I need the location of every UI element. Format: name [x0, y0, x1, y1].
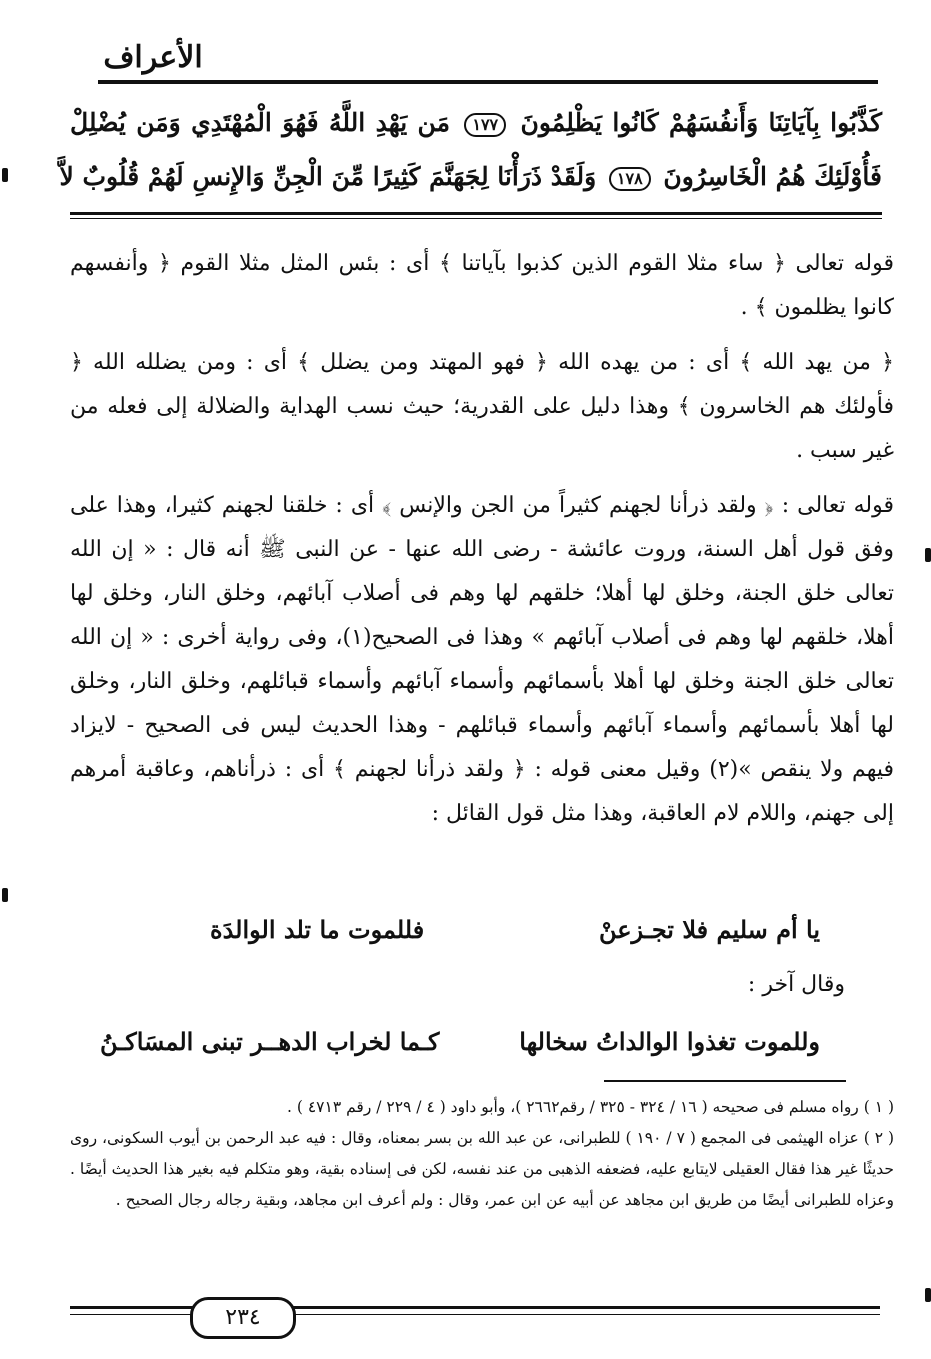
quran-block-rule-bottom [70, 218, 882, 219]
page-number: ٢٣٤ [190, 1297, 296, 1339]
verse-text: وَلَقَدْ ذَرَأْنَا لِجَهَنَّمَ كَثِيرًا مِّنَ الْجِنِّ وَالإِنسِ لَهُمْ قُلُوبٌ لاَّ [59, 162, 597, 191]
quran-verse-line-2 [59, 162, 882, 191]
verse-text: مَن يَهْدِ اللَّهُ فَهُوَ الْمُهْتَدِي وَمَن يُضْلِلْ [70, 108, 450, 137]
footnote: ( ١ ) رواه مسلم فى صحيحه ( ١٦ / ٣٢٤ - ٣٢٥ / رقم٢٦٦٢ )، وأبو داود ( ٤ / ٢٢٩ / رقم ٤٧١٣ ) . [287, 1098, 894, 1116]
commentary-text [70, 242, 894, 847]
footnote: ( ٢ ) عزاه الهيثمى فى المجمع ( ٧ / ١٩٠ ) للطبرانى، عن عبد الله بن بسر بمعناه، وقال : فيه عبد الرحمن بن أيوب السكونى، روى حديثًا غير هذا فقال العقيلى لايتابع عليه، فضعفه الذهبى من عند نفسه، لكن فى إسناده بقية، وهو متكلم فيه بغير هذا الحديث أيضًا . وعزاه للطبرانى أيضًا من طريق ابن مجاهد عن أبيه عن ابن عمر، وقال : ولم أعرف ابن مجاهد، وبقية رجاله رجال الصحيح . [70, 1129, 894, 1209]
verse-text: فَأُوْلَئِكَ هُمُ الْخَاسِرُونَ [663, 162, 882, 191]
quran-block-rule-top [70, 212, 882, 215]
another-poet-label: وقال آخر : [747, 972, 845, 997]
poem-first-hemistich: يا أم سليم فلا تجـزعنْ [598, 915, 820, 944]
poem-second-hemistich: فللموت ما تلد الوالدَة [210, 915, 425, 944]
margin-mark [925, 1288, 931, 1302]
poem-second-hemistich: كـما لخراب الدهــر تبنى المسَاكـنُ [100, 1027, 440, 1056]
surah-title: الأعراف [103, 40, 203, 75]
verse-number-marker: ١٧٧ [464, 113, 506, 137]
paragraph: قوله تعالى ﴿ ساء مثلا القوم الذين كذبوا بآياتنا ﴾ أى : بئس المثل مثلا القوم ﴿ وأنفسهم كانوا يظلمون ﴾ . [70, 251, 894, 320]
footnote-separator [604, 1080, 846, 1082]
verse-number-marker: ١٧٨ [609, 167, 651, 191]
margin-mark [2, 168, 8, 182]
margin-mark [2, 888, 8, 902]
margin-mark [925, 548, 931, 562]
paragraph: قوله تعالى : ﴿ ولقد ذرأنا لجهنم كثيراً من الجن والإنس ﴾ أى : خلقنا لجهنم كثيرا، وهذا على وفق قول أهل السنة، وروت عائشة - رضى الله عنها - عن النبى ﷺ أنه قال : « إن الله تعالى خلق الجنة، وخلق لها أهلا؛ خلقهم لها وهم فى أصلاب آبائهم، وخلق النار، وخلق لها أهلا، خلقهم لها وهم فى أصلاب آبائهم » وهذا فى الصحيح(١)، وفى رواية أخرى : « إن الله تعالى خلق الجنة وخلق لها أهلا بأسمائهم وأسماء آبائهم وأسماء قبائلهم، وخلق النار، وخلق لها أهلا بأسمائهم وأسماء آبائهم وأسماء قبائلهم - وهذا الحديث ليس فى الصحيح - لايزاد فيهم ولا ينقص »(٢) وقيل معنى قوله : ﴿ ولقد ذرأنا لجهنم ﴾ أى : ذرأناهم، وعاقبة أمرهم إلى جهنم، واللام لام العاقبة، وهذا مثل قول القائل : [70, 493, 894, 826]
paragraph: ﴿ من يهد الله ﴾ أى : من يهده الله ﴿ فهو المهتد ومن يضلل ﴾ أى : ومن يضلله الله ﴿ فأولئك هم الخاسرون ﴾ وهذا دليل على القدرية؛ حيث نسب الهداية والضلالة إلى فعله من غير سبب . [70, 350, 894, 463]
poem-first-hemistich: وللموت تغذوا الوالداتُ سخالها [519, 1027, 820, 1056]
footnotes [70, 1092, 894, 1216]
verse-text: كَذَّبُوا بِآيَاتِنَا وَأَنفُسَهُمْ كَانُوا يَظْلِمُونَ [520, 108, 882, 137]
quran-verse-line-1 [70, 108, 882, 137]
header-rule [98, 80, 878, 84]
